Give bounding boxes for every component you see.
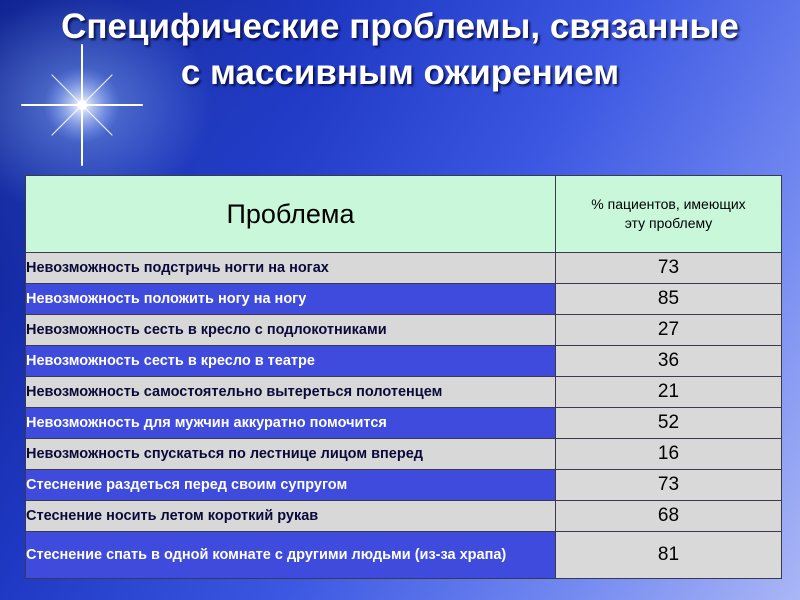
row-percent: 21 [556, 377, 782, 408]
row-problem: Невозможность для мужчин аккуратно помочится [26, 408, 556, 439]
table-row [26, 253, 782, 284]
row-problem: Невозможность самостоятельно вытереться полотенцем [26, 377, 556, 408]
table-header-row [26, 176, 782, 253]
row-problem: Стеснение носить летом короткий рукав [26, 501, 556, 532]
column-header-percent-line-2: эту проблему [624, 215, 713, 231]
table-row [26, 284, 782, 315]
row-problem: Стеснение спать в одной комнате с другими людьми (из-за храпа) [26, 532, 556, 579]
row-percent: 27 [556, 315, 782, 346]
row-percent: 81 [556, 532, 782, 579]
slide-title-line-1: Специфические проблемы, связанные [61, 7, 739, 46]
column-header-percent-line-1: % пациентов, имеющих [591, 196, 746, 212]
slide-title-line-2: с массивным ожирением [180, 53, 620, 92]
row-percent: 52 [556, 408, 782, 439]
row-percent: 36 [556, 346, 782, 377]
table-row [26, 315, 782, 346]
column-header-percent [556, 176, 782, 253]
problems-table [25, 175, 782, 579]
row-problem: Невозможность сесть в кресло в театре [26, 346, 556, 377]
row-percent: 73 [556, 253, 782, 284]
table-row [26, 532, 782, 579]
row-problem: Невозможность положить ногу на ногу [26, 284, 556, 315]
row-problem: Невозможность сесть в кресло с подлокотниками [26, 315, 556, 346]
row-percent: 85 [556, 284, 782, 315]
row-problem: Невозможность подстричь ногти на ногах [26, 253, 556, 284]
table-row [26, 439, 782, 470]
row-problem: Стеснение раздеться перед своим супругом [26, 470, 556, 501]
table-row [26, 470, 782, 501]
slide-title [0, 0, 800, 96]
column-header-problem: Проблема [26, 176, 556, 253]
row-percent: 68 [556, 501, 782, 532]
row-problem: Невозможность спускаться по лестнице лицом вперед [26, 439, 556, 470]
row-percent: 73 [556, 470, 782, 501]
row-percent: 16 [556, 439, 782, 470]
table-row [26, 346, 782, 377]
table-row [26, 501, 782, 532]
table-row [26, 377, 782, 408]
table-row [26, 408, 782, 439]
